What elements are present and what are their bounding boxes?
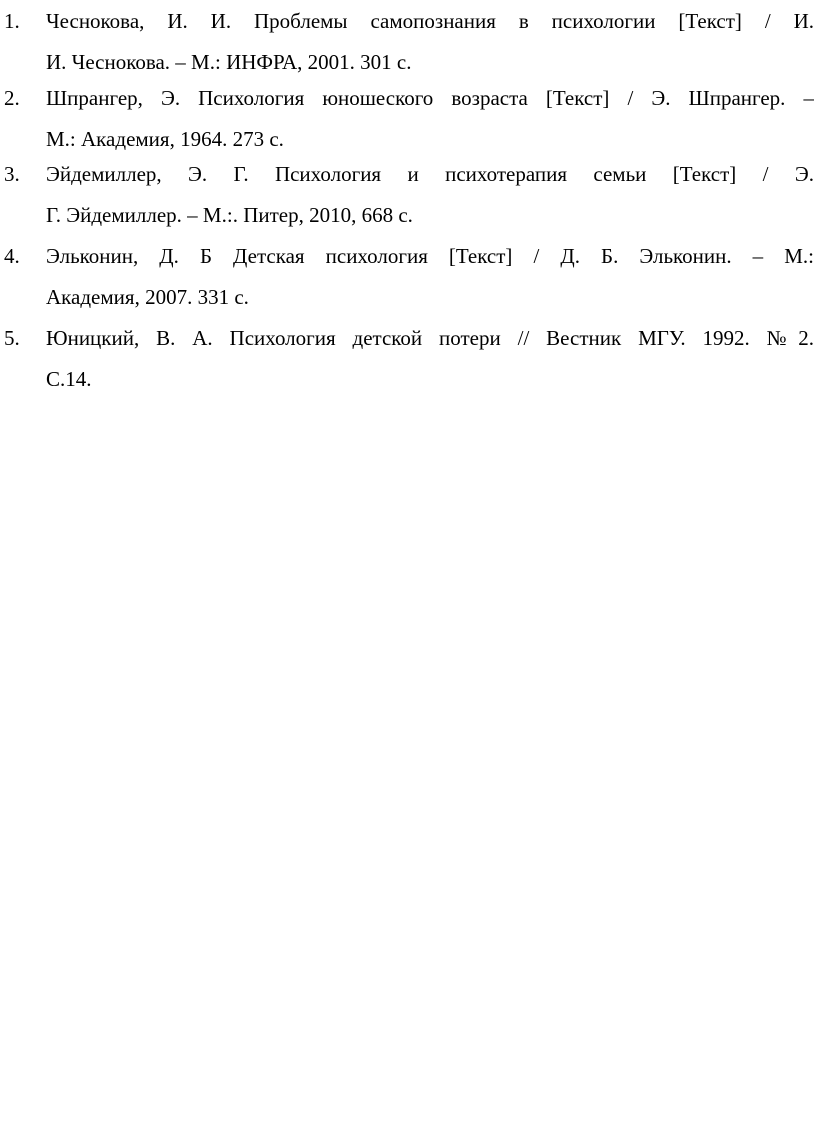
reference-line: Академия, 2007. 331 с. — [46, 285, 249, 309]
reference-line: Эйдемиллер, Э. Г. Психология и психотерапия семьи [Текст] / Э. — [46, 162, 814, 186]
reference-text — [46, 318, 814, 400]
reference-line: С.14. — [46, 367, 92, 391]
reference-number: 4. — [4, 244, 20, 268]
reference-number: 5. — [4, 326, 20, 350]
reference-number: 1. — [4, 9, 20, 33]
reference-line: Юницкий, В. А. Психология детской потери // Вестник МГУ. 1992. №2. — [46, 326, 814, 350]
reference-line: И. Чеснокова. – М.: ИНФРА, 2001. 301 с. — [46, 50, 412, 74]
reference-number: 3. — [4, 162, 20, 186]
reference-line: Эльконин, Д. Б Детская психология [Текст] / Д. Б. Эльконин. – М.: — [46, 244, 814, 268]
reference-text — [46, 154, 814, 236]
reference-line: Шпрангер, Э. Психология юношеского возраста [Текст] / Э. Шпрангер. – — [46, 86, 814, 110]
reference-text — [46, 236, 814, 318]
reference-line: Г. Эйдемиллер. – М.:. Питер, 2010, 668 с. — [46, 203, 413, 227]
reference-line: Чеснокова, И. И. Проблемы самопознания в психологии [Текст] / И. — [46, 9, 814, 33]
reference-text — [46, 1, 814, 83]
reference-line: М.: Академия, 1964. 273 с. — [46, 127, 284, 151]
reference-number: 2. — [4, 86, 20, 110]
reference-text — [46, 78, 814, 160]
